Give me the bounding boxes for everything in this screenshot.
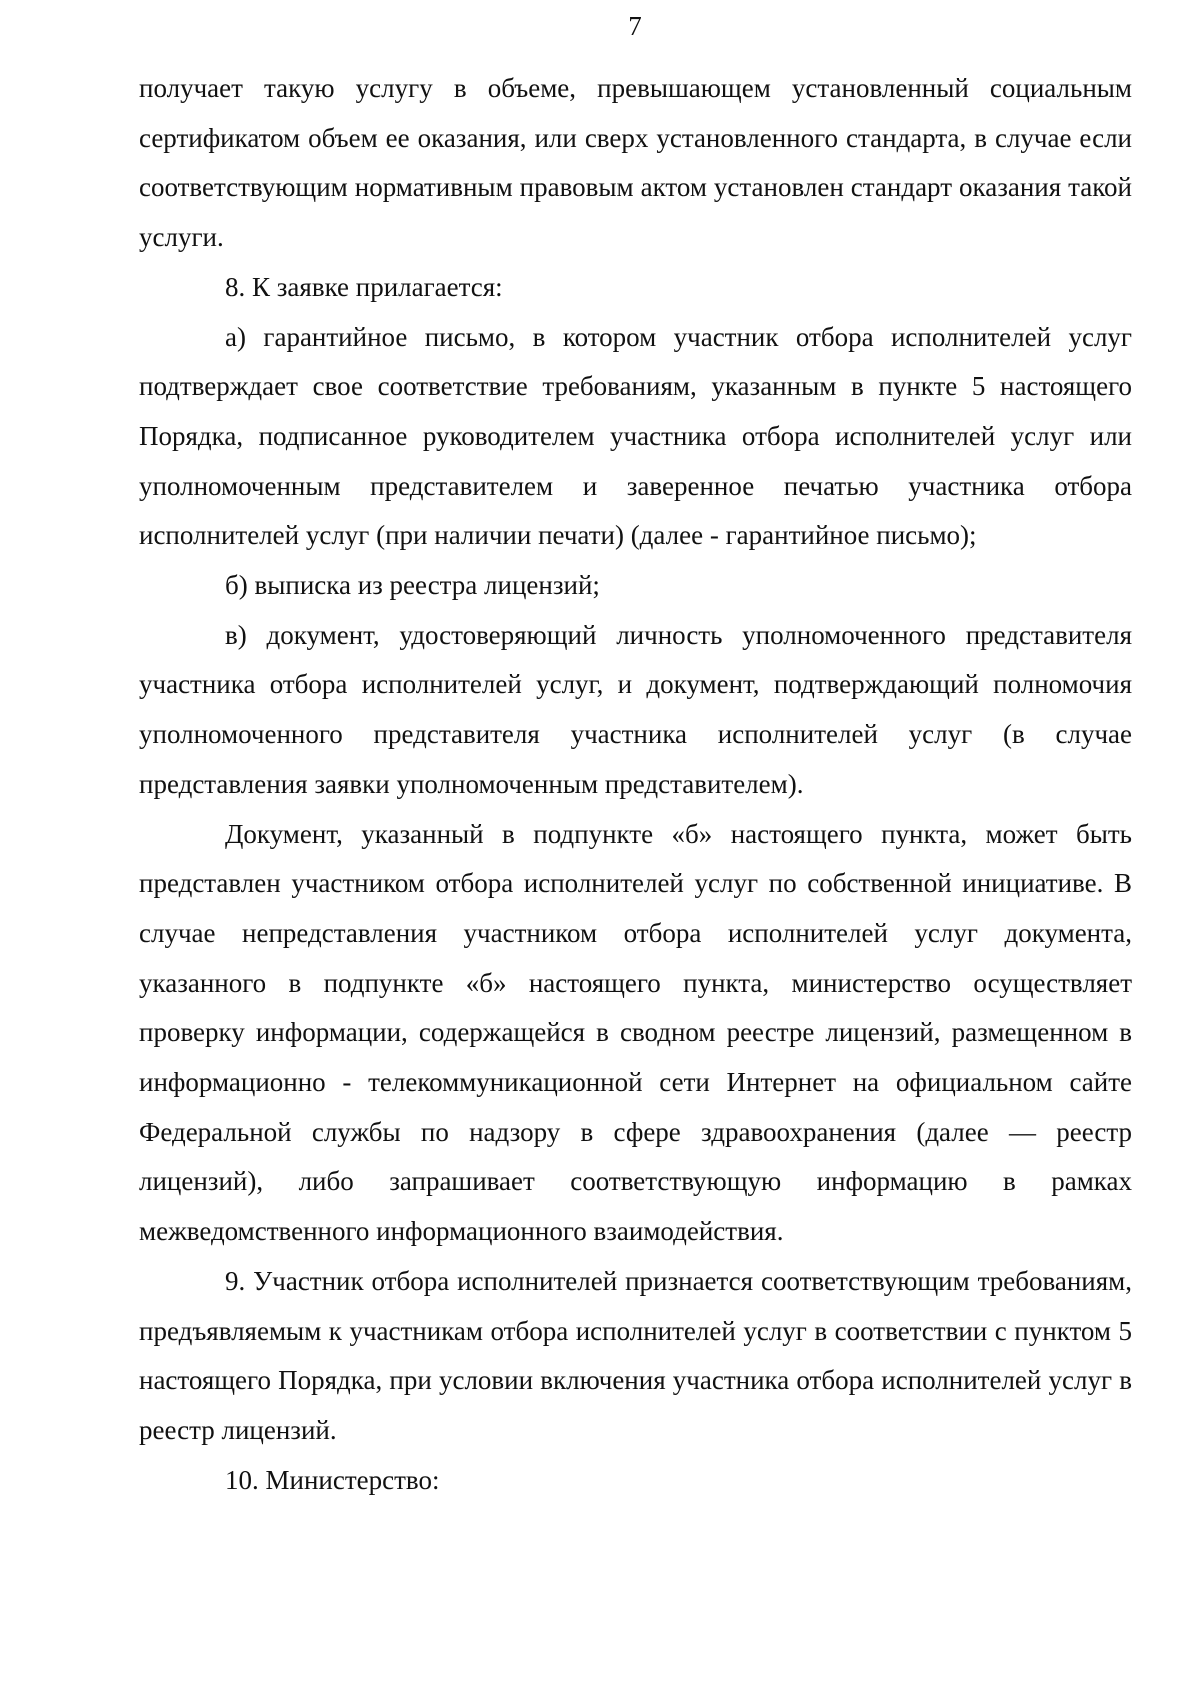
paragraph-item-8a: а) гарантийное письмо, в котором участник отбора исполнителей услуг подтверждает свое соответствие требованиям, указанным в пункте 5 настоящего Порядка, подписанное руководителем участника отбора исполнителей услуг или уполномоченным представителем и заверенное печатью участника отбора исполнителей услуг (при наличии печати) (далее - гарантийное письмо);: [139, 321, 1132, 551]
page-number: 7: [628, 11, 642, 41]
paragraph-item-8b: б) выписка из реестра лицензий;: [225, 570, 600, 601]
paragraph-item-8: 8. К заявке прилагается:: [225, 271, 503, 302]
paragraph-continuation: получает такую услугу в объеме, превышающем установленный социальным сертификатом объем ее оказания, или сверх установленного стандарта, в случае если соответствующим нормативным правовым актом установлен стандарт оказания такой услуги.: [139, 73, 1132, 253]
paragraph-item-10: 10. Министерство:: [225, 1464, 440, 1495]
paragraph-document-note: Документ, указанный в подпункте «б» настоящего пункта, может быть представлен участником отбора исполнителей услуг по собственной инициативе. В случае непредставления участником отбора исполнителей услуг документа, указанного в подпункте «б» настоящего пункта, министерство осуществляет проверку информации, содержащейся в сводном реестре лицензий, размещенном в информационно - телекоммуникационной сети Интернет на официальном сайте Федеральной службы по надзору в сфере здравоохранения (далее — реестр лицензий), либо запрашивает соответствующую информацию в рамках межведомственного информационного взаимодействия.: [139, 818, 1132, 1247]
paragraph-item-9: 9. Участник отбора исполнителей признается соответствующим требованиям, предъявляемым к участникам отбора исполнителей услуг в соответствии с пунктом 5 настоящего Порядка, при условии включения участника отбора исполнителей услуг в реестр лицензий.: [139, 1265, 1132, 1445]
document-body: [139, 64, 1132, 1505]
paragraph-item-8c: в) документ, удостоверяющий личность уполномоченного представителя участника отбора исполнителей услуг, и документ, подтверждающий полномочия уполномоченного представителя участника исполнителей услуг (в случае представления заявки уполномоченным представителем).: [139, 619, 1132, 799]
